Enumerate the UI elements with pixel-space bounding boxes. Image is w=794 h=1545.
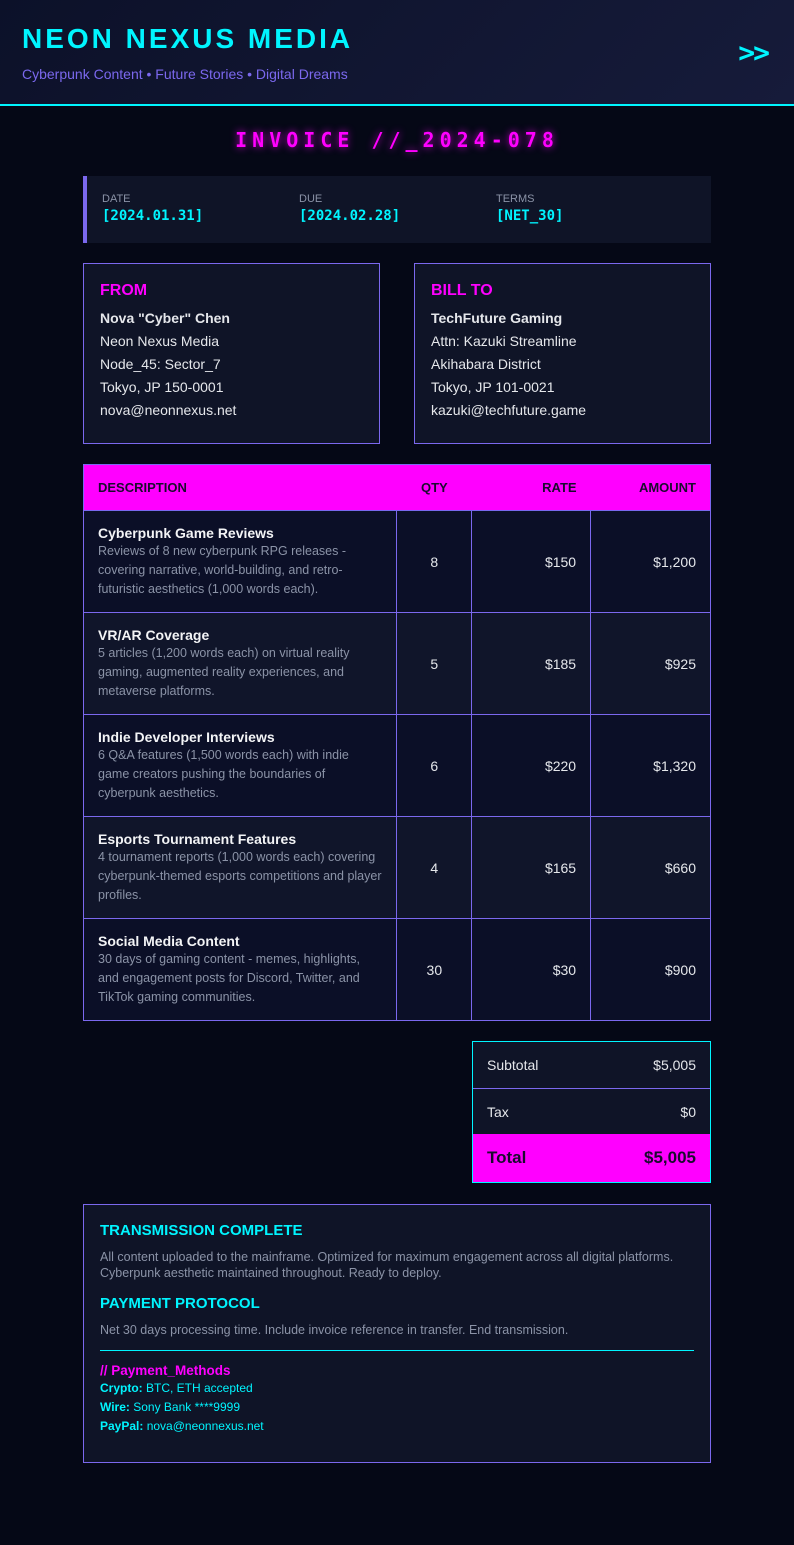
bill-to-name: TechFuture Gaming xyxy=(431,310,563,326)
table-header-row xyxy=(84,465,711,511)
cell-rate: $185 xyxy=(472,613,591,715)
bill-to-line: Tokyo, JP 101-0021 xyxy=(431,379,555,395)
transmission-text: All content uploaded to the mainframe. Optimized for maximum engagement across all digital platforms. Cyberpunk aesthetic maintained throughout. Ready to deploy. xyxy=(100,1250,674,1280)
invoice-title: INVOICE //_2024-078 xyxy=(235,128,559,152)
transmission-heading: TRANSMISSION COMPLETE xyxy=(100,1222,303,1239)
subtotal-row xyxy=(473,1042,710,1088)
meta-label: DATE xyxy=(102,193,131,205)
table-row xyxy=(84,919,711,1021)
meta-value: [2024.02.28] xyxy=(299,208,401,224)
notes-panel xyxy=(83,1204,711,1463)
from-line: Node_45: Sector_7 xyxy=(100,356,221,372)
meta-due xyxy=(299,193,496,243)
meta-value: [2024.01.31] xyxy=(102,208,204,224)
item-title: VR/AR Coverage xyxy=(98,627,210,643)
cell-qty: 8 xyxy=(397,511,472,613)
page-header xyxy=(0,0,794,106)
tax-label: Tax xyxy=(487,1103,509,1120)
item-description: Reviews of 8 new cyberpunk RPG releases - covering narrative, world-building, and retro-futuristic aesthetics (1,000 words each). xyxy=(98,544,347,596)
cell-description xyxy=(84,919,397,1021)
item-description: 6 Q&A features (1,500 words each) with indie game creators pushing the boundaries of cyberpunk aesthetics. xyxy=(98,748,349,800)
from-name: Nova "Cyber" Chen xyxy=(100,310,230,326)
item-description: 30 days of gaming content - memes, highlights, and engagement posts for Discord, Twitter, and TikTok gaming communities. xyxy=(98,952,360,1004)
item-title: Cyberpunk Game Reviews xyxy=(98,525,274,541)
payment-protocol-text: Net 30 days processing time. Include invoice reference in transfer. End transmission. xyxy=(100,1323,569,1337)
column-header-description: DESCRIPTION xyxy=(84,465,397,511)
item-description: 4 tournament reports (1,000 words each) covering cyberpunk-themed esports competitions and player profiles. xyxy=(98,850,382,902)
from-line: Neon Nexus Media xyxy=(100,333,220,349)
cell-rate: $220 xyxy=(472,715,591,817)
cell-description xyxy=(84,715,397,817)
payment-method-paypal xyxy=(100,1417,694,1436)
method-label: Wire: xyxy=(100,1400,130,1414)
payment-method-crypto xyxy=(100,1379,694,1398)
method-value: nova@neonnexus.net xyxy=(143,1419,264,1433)
payment-method-wire xyxy=(100,1398,694,1417)
bill-to-email: kazuki@techfuture.game xyxy=(431,402,587,418)
bill-to-card xyxy=(414,263,711,444)
payment-protocol-heading: PAYMENT PROTOCOL xyxy=(100,1295,260,1312)
meta-terms xyxy=(496,193,693,243)
cell-rate: $150 xyxy=(472,511,591,613)
totals-wrapper xyxy=(83,1041,711,1183)
brand-tagline: Cyberpunk Content • Future Stories • Digital Dreams xyxy=(22,66,348,82)
from-heading: FROM xyxy=(100,282,148,299)
cell-description xyxy=(84,511,397,613)
method-label: Crypto: xyxy=(100,1381,143,1395)
totals-box xyxy=(472,1041,711,1183)
cell-amount: $925 xyxy=(591,613,711,715)
parties xyxy=(83,263,711,444)
subtotal-label: Subtotal xyxy=(487,1057,539,1073)
method-label: PayPal: xyxy=(100,1419,144,1433)
item-title: Social Media Content xyxy=(98,933,240,949)
item-description: 5 articles (1,200 words each) on virtual reality gaming, augmented reality experiences, and metaverse platforms. xyxy=(98,646,350,698)
divider xyxy=(100,1350,694,1351)
cell-qty: 4 xyxy=(397,817,472,919)
total-row xyxy=(473,1134,710,1182)
cell-amount: $900 xyxy=(591,919,711,1021)
meta-date xyxy=(102,193,299,243)
cell-qty: 6 xyxy=(397,715,472,817)
cell-qty: 30 xyxy=(397,919,472,1021)
method-value: BTC, ETH accepted xyxy=(142,1381,253,1395)
meta-label: TERMS xyxy=(496,193,535,205)
bill-to-line: Akihabara District xyxy=(431,356,541,372)
line-items-table xyxy=(83,464,711,1021)
cell-amount: $1,200 xyxy=(591,511,711,613)
table-row xyxy=(84,715,711,817)
table-row xyxy=(84,511,711,613)
table-row xyxy=(84,817,711,919)
tax-value: $0 xyxy=(680,1103,696,1120)
total-value: $5,005 xyxy=(644,1148,696,1167)
column-header-rate: RATE xyxy=(472,465,591,511)
cell-description xyxy=(84,817,397,919)
meta-value: [NET_30] xyxy=(496,208,564,224)
item-title: Esports Tournament Features xyxy=(98,831,297,847)
column-header-amount: AMOUNT xyxy=(591,465,711,511)
cell-description xyxy=(84,613,397,715)
from-email: nova@neonnexus.net xyxy=(100,402,237,418)
cell-amount: $1,320 xyxy=(591,715,711,817)
payment-methods-heading: // Payment_Methods xyxy=(100,1363,231,1378)
tax-row xyxy=(473,1088,710,1134)
table-row xyxy=(84,613,711,715)
bill-to-heading: BILL TO xyxy=(431,282,493,299)
double-chevron-right-icon: >> xyxy=(738,36,768,69)
invoice-meta-bar xyxy=(83,176,711,243)
method-value: Sony Bank ****9999 xyxy=(129,1400,240,1414)
from-card xyxy=(83,263,380,444)
cell-rate: $165 xyxy=(472,817,591,919)
total-label: Total xyxy=(487,1148,527,1167)
cell-amount: $660 xyxy=(591,817,711,919)
invoice-body xyxy=(83,176,711,1463)
brand-title: NEON NEXUS MEDIA xyxy=(22,23,354,54)
meta-label: DUE xyxy=(299,193,323,205)
cell-qty: 5 xyxy=(397,613,472,715)
cell-rate: $30 xyxy=(472,919,591,1021)
subtotal-value: $5,005 xyxy=(653,1057,696,1073)
bill-to-line: Attn: Kazuki Streamline xyxy=(431,333,577,349)
item-title: Indie Developer Interviews xyxy=(98,729,275,745)
from-line: Tokyo, JP 150-0001 xyxy=(100,379,224,395)
column-header-qty: QTY xyxy=(397,465,472,511)
